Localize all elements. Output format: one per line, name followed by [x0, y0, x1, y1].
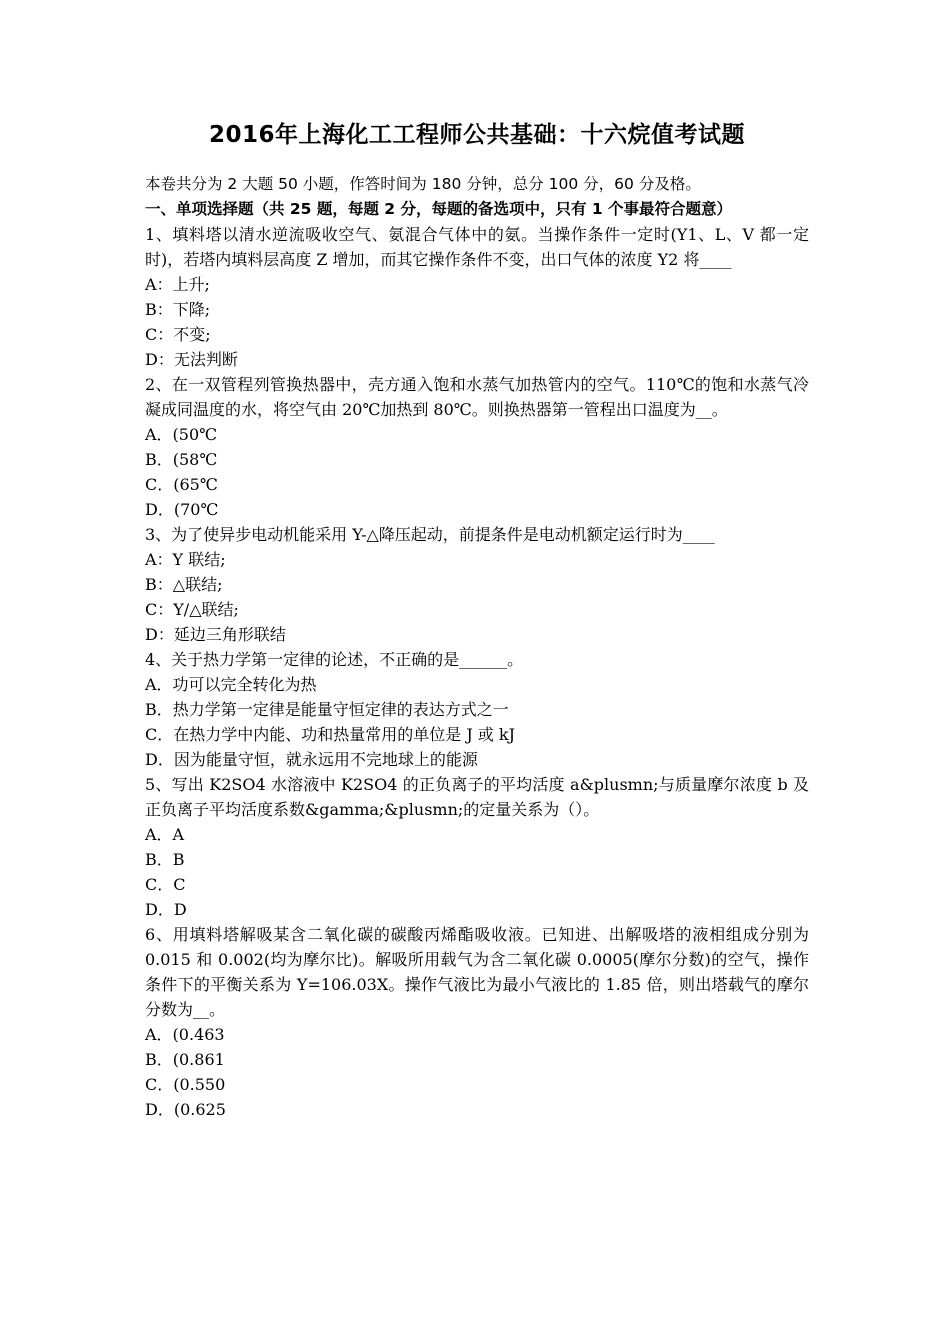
- option-c: C：不变;: [145, 325, 211, 344]
- exam-intro: 本卷共分为 2 大题 50 小题，作答时间为 180 分钟，总分 100 分，60 分及格。: [145, 175, 701, 193]
- option-b: B．(0.861: [145, 1050, 225, 1069]
- document-page: [145, 118, 809, 1122]
- section-heading: 一、单项选择题（共 25 题，每题 2 分，每题的备选项中，只有 1 个事最符合题意）: [145, 200, 733, 218]
- question-text: 6、用填料塔解吸某含二氧化碳的碳酸丙烯酯吸收液。已知进、出解吸塔的液相组成分别为 0.015 和 0.002(均为摩尔比)。解吸所用载气为含二氧化碳 0.0005(摩尔分数)的空气，操作条件下的平衡关系为 Y=106.03X。操作气液比为最小气液比的 1.85 倍，则出塔载气的摩尔分数为__。: [145, 925, 809, 1019]
- question-text: 1、填料塔以清水逆流吸收空气、氨混合气体中的氨。当操作条件一定时(Y1、L、V 都一定时)，若塔内填料层高度 Z 增加，而其它操作条件不变，出口气体的浓度 Y2 将____: [145, 225, 809, 269]
- question-4: [145, 647, 809, 772]
- option-c: C：Y/△联结;: [145, 600, 239, 619]
- question-text: 4、关于热力学第一定律的论述，不正确的是______。: [145, 650, 524, 669]
- option-c: C．C: [145, 875, 186, 894]
- question-text: 3、为了使异步电动机能采用 Y-△降压起动，前提条件是电动机额定运行时为____: [145, 525, 715, 544]
- option-d: D．(0.625: [145, 1100, 226, 1119]
- option-c: C．(0.550: [145, 1075, 226, 1094]
- question-text: 5、写出 K2SO4 水溶液中 K2SO4 的正负离子的平均活度 a&plusmn;与质量摩尔浓度 b 及正负离子平均活度系数&gamma;&plusmn;的定量关系为（）。: [145, 775, 809, 819]
- option-d: D：延边三角形联结: [145, 625, 286, 644]
- option-a: A．A: [145, 825, 185, 844]
- question-text: 2、在一双管程列管换热器中，壳方通入饱和水蒸气加热管内的空气。110℃的饱和水蒸气冷凝成同温度的水，将空气由 20℃加热到 80℃。则换热器第一管程出口温度为__。: [145, 375, 809, 419]
- option-a: A：Y 联结;: [145, 550, 226, 569]
- option-a: A．(50℃: [145, 425, 218, 444]
- option-a: A：上升;: [145, 275, 210, 294]
- option-d: D．D: [145, 900, 187, 919]
- option-b: B．(58℃: [145, 450, 218, 469]
- question-5: [145, 772, 809, 922]
- question-6: [145, 922, 809, 1122]
- option-d: D：无法判断: [145, 350, 238, 369]
- option-d: D．(70℃: [145, 500, 219, 519]
- option-b: B：下降;: [145, 300, 211, 319]
- question-3: [145, 522, 809, 647]
- option-d: D．因为能量守恒，就永远用不完地球上的能源: [145, 750, 478, 769]
- question-2: [145, 372, 809, 522]
- option-c: C．在热力学中内能、功和热量常用的单位是 J 或 kJ: [145, 725, 516, 744]
- question-1: [145, 222, 809, 372]
- option-b: B．热力学第一定律是能量守恒定律的表达方式之一: [145, 700, 509, 719]
- option-a: A．(0.463: [145, 1025, 225, 1044]
- option-b: B．B: [145, 850, 185, 869]
- option-b: B：△联结;: [145, 575, 223, 594]
- option-c: C．(65℃: [145, 475, 218, 494]
- option-a: A．功可以完全转化为热: [145, 675, 317, 694]
- document-title: 2016年上海化工工程师公共基础：十六烷值考试题: [208, 122, 745, 148]
